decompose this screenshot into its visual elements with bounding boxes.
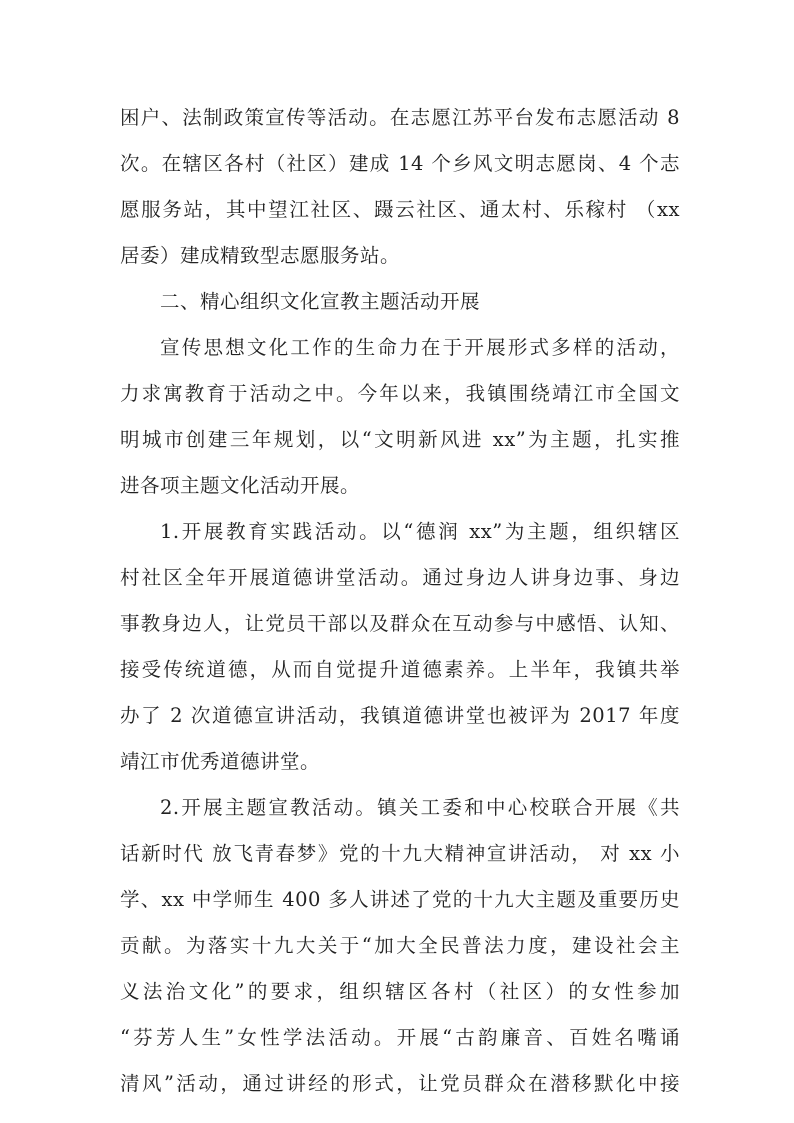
text-line: 接受传统道德，从而自觉提升道德素养。上半年，我镇共举 [120, 658, 680, 681]
text-line: 次。在辖区各村（社区）建成 14 个乡风文明志愿岗、4 个志 [120, 152, 680, 175]
section-heading: 二、精心组织文化宣教主题活动开展 [160, 290, 481, 313]
text-line: 清风”活动，通过讲经的形式，让党员群众在潜移默化中接 [120, 1072, 680, 1095]
text-line: 1.开展教育实践活动。以“德润 xx”为主题，组织辖区 [160, 520, 680, 543]
text-line: 2.开展主题宣教活动。镇关工委和中心校联合开展《共 [160, 796, 680, 819]
text-line: 学、xx 中学师生 400 多人讲述了党的十九大主题及重要历史 [120, 888, 680, 911]
text-line: 村社区全年开展道德讲堂活动。通过身边人讲身边事、身边 [120, 566, 680, 589]
text-line: 靖江市优秀道德讲堂。 [120, 750, 321, 773]
text-line: “芬芳人生”女性学法活动。开展“古韵廉音、百姓名嘴诵 [120, 1026, 680, 1049]
text-line: 办了 2 次道德宣讲活动，我镇道德讲堂也被评为 2017 年度 [120, 704, 680, 727]
text-line: 进各项主题文化活动开展。 [120, 474, 361, 497]
text-line: 事教身边人，让党员干部以及群众在互动参与中感悟、认知、 [120, 612, 680, 635]
text-line: 愿服务站，其中望江社区、蹑云社区、通太村、乐稼村 （xx [120, 198, 680, 221]
text-line: 贡献。为落实十九大关于“加大全民普法力度，建设社会主 [120, 934, 680, 957]
text-line: 力求寓教育于活动之中。今年以来，我镇围绕靖江市全国文 [120, 382, 680, 405]
text-line: 明城市创建三年规划，以“文明新风进 xx”为主题，扎实推 [120, 428, 680, 451]
text-line: 话新时代 放飞青春梦》党的十九大精神宣讲活动， 对 xx 小 [120, 842, 680, 865]
text-line: 宣传思想文化工作的生命力在于开展形式多样的活动， [160, 336, 680, 359]
text-line: 居委）建成精致型志愿服务站。 [120, 244, 401, 267]
text-line: 义法治文化”的要求，组织辖区各村（社区）的女性参加 [120, 980, 680, 1003]
text-line: 困户、法制政策宣传等活动。在志愿江苏平台发布志愿活动 8 [120, 106, 680, 129]
